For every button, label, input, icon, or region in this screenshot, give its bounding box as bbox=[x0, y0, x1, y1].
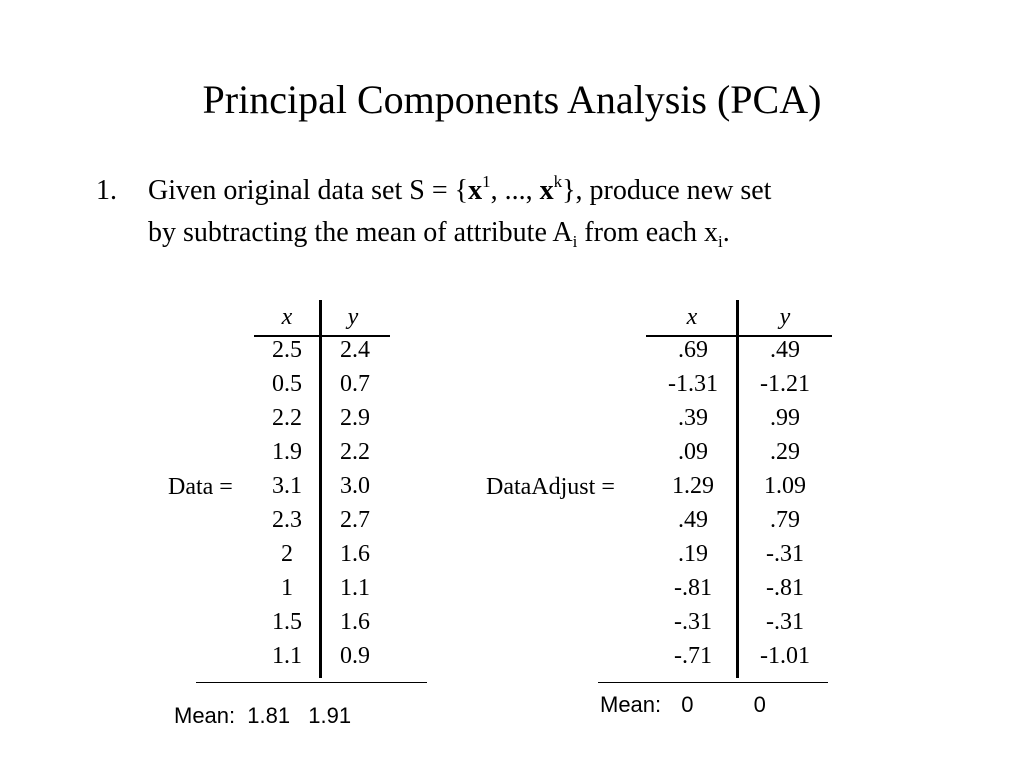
adjust-cell-x: -.71 bbox=[674, 643, 712, 669]
adjust-cell-x: -.31 bbox=[674, 609, 712, 635]
adjust-mean-y: 0 bbox=[753, 692, 766, 717]
adjust-cell-y: 1.09 bbox=[764, 473, 806, 499]
adjust-cell-x: .49 bbox=[678, 507, 708, 533]
data-cell-x: 1.5 bbox=[272, 609, 302, 635]
step-line-2: by subtracting the mean of attribute $A_i$ from each $x_i$. bbox=[148, 217, 730, 251]
data-column-divider bbox=[319, 300, 322, 678]
step-line-1: Given original data set $S = \{x^1$, ..., $x^k$}, produce new set bbox=[148, 172, 772, 206]
data-cell-x: 2 bbox=[281, 541, 293, 567]
step-number: 1. bbox=[96, 175, 117, 206]
adjust-cell-y: -.31 bbox=[766, 609, 804, 635]
adjust-cell-y: .99 bbox=[770, 405, 800, 431]
adjust-header-x: x bbox=[686, 304, 698, 330]
adjust-cell-x: -.81 bbox=[674, 575, 712, 601]
data-cell-y: 2.2 bbox=[340, 439, 370, 465]
adjust-column-divider bbox=[736, 300, 739, 678]
adjust-mean-x: 0 bbox=[681, 692, 694, 717]
data-mean-label: Mean: bbox=[174, 703, 236, 728]
data-cell-x: 2.5 bbox=[272, 337, 302, 363]
data-cell-y: 0.7 bbox=[340, 371, 370, 397]
data-cell-x: 1 bbox=[281, 575, 293, 601]
data-cell-x: 2.3 bbox=[272, 507, 302, 533]
adjust-cell-y: -.31 bbox=[766, 541, 804, 567]
data-cell-y: 1.6 bbox=[340, 541, 370, 567]
data-cell-y: 1.1 bbox=[340, 575, 370, 601]
data-cell-y: 2.4 bbox=[340, 337, 370, 363]
data-cell-y: 2.7 bbox=[340, 507, 370, 533]
data-adjust-table-label: DataAdjust = bbox=[486, 474, 615, 500]
data-mean bbox=[174, 703, 351, 729]
adjust-cell-y: -1.01 bbox=[760, 643, 810, 669]
data-table-label: Data = bbox=[168, 474, 233, 500]
data-cell-x: 0.5 bbox=[272, 371, 302, 397]
adjust-cell-x: .39 bbox=[678, 405, 708, 431]
adjust-bottom-rule bbox=[598, 682, 828, 683]
adjust-cell-y: .29 bbox=[770, 439, 800, 465]
data-cell-x: 1.1 bbox=[272, 643, 302, 669]
data-cell-x: 3.1 bbox=[272, 473, 302, 499]
data-bottom-rule bbox=[196, 682, 427, 683]
adjust-mean-label: Mean: bbox=[600, 692, 662, 717]
adjust-cell-x: .19 bbox=[678, 541, 708, 567]
data-header-y: y bbox=[347, 304, 359, 330]
data-cell-y: 3.0 bbox=[340, 473, 370, 499]
data-cell-y: 0.9 bbox=[340, 643, 370, 669]
adjust-cell-y: .79 bbox=[770, 507, 800, 533]
adjust-header-y: y bbox=[779, 304, 791, 330]
adjust-mean bbox=[600, 692, 766, 718]
data-mean-y: 1.91 bbox=[308, 703, 352, 728]
data-cell-y: 1.6 bbox=[340, 609, 370, 635]
data-header-x: x bbox=[281, 304, 293, 330]
adjust-cell-x: .69 bbox=[678, 337, 708, 363]
adjust-cell-y: -.81 bbox=[766, 575, 804, 601]
adjust-cell-x: 1.29 bbox=[672, 473, 714, 499]
data-mean-x: 1.81 bbox=[247, 703, 291, 728]
adjust-cell-x: -1.31 bbox=[668, 371, 718, 397]
adjust-cell-y: .49 bbox=[770, 337, 800, 363]
slide-title: Principal Components Analysis (PCA) bbox=[202, 77, 822, 122]
data-cell-x: 1.9 bbox=[272, 439, 302, 465]
data-cell-x: 2.2 bbox=[272, 405, 302, 431]
adjust-cell-x: .09 bbox=[678, 439, 708, 465]
adjust-cell-y: -1.21 bbox=[760, 371, 810, 397]
data-cell-y: 2.9 bbox=[340, 405, 370, 431]
